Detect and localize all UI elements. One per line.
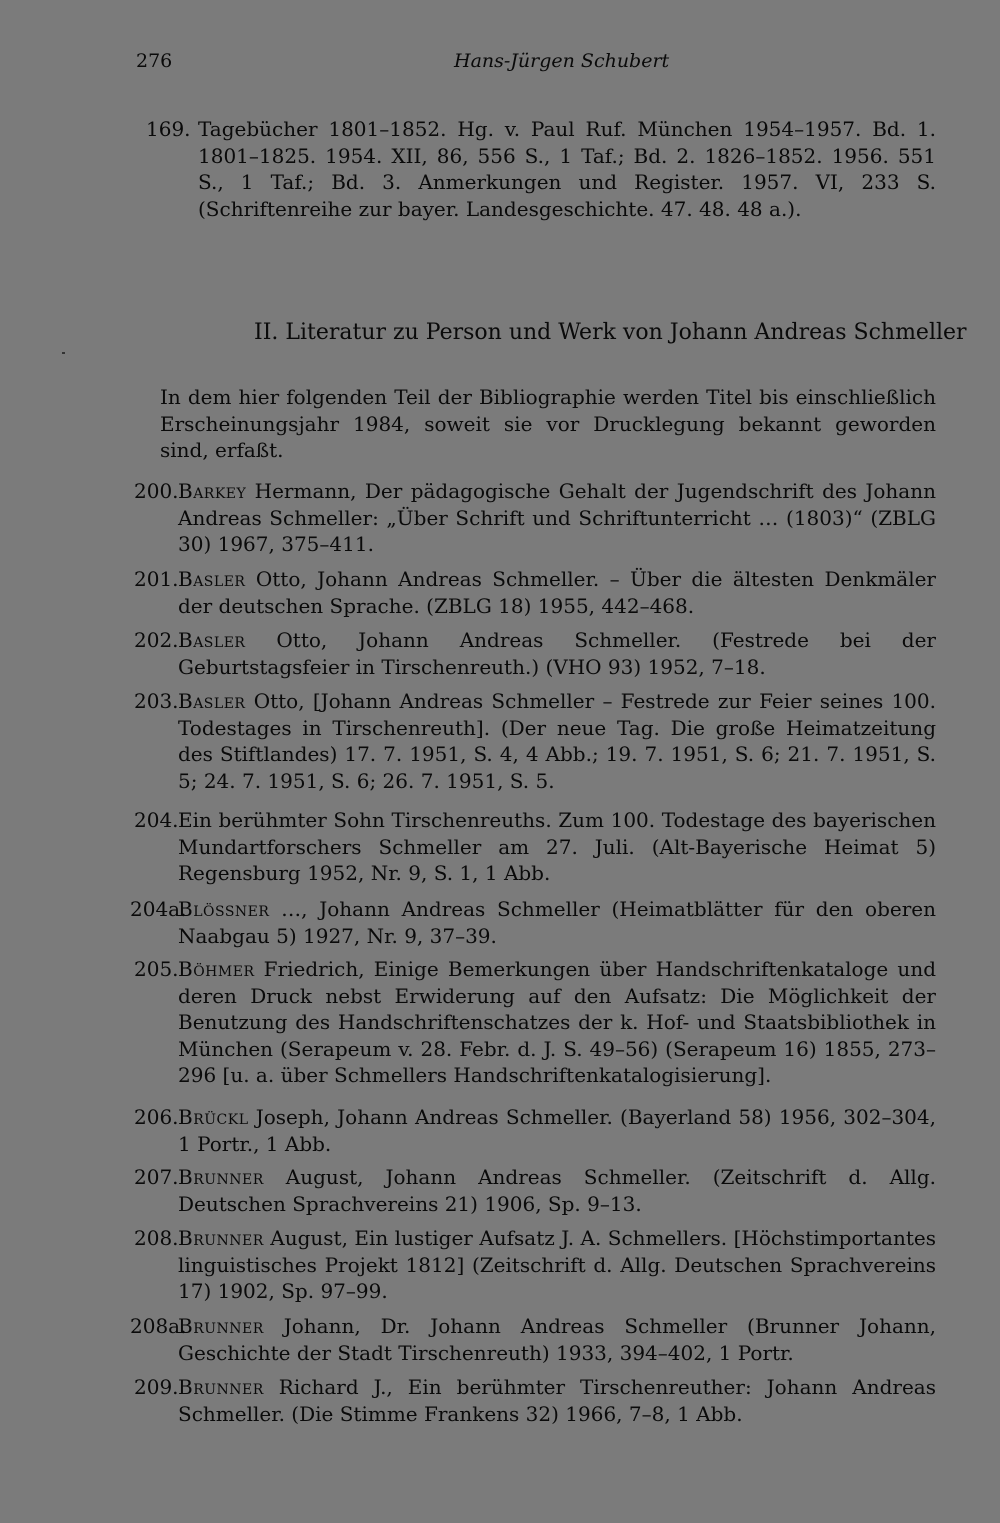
entry-number: 200. [134,479,179,503]
entry-text [178,896,936,949]
entry-number: 202. [134,628,179,652]
page-header [136,50,936,80]
entry-citation: Hermann, Der pädagogische Gehalt der Jugendschrift des Johann Andreas Schmeller: „Über Schrift und Schriftunterricht … (1803)“ (ZBLG 30) 1967, 375–411. [178,479,936,556]
entry-author: Basler [178,567,246,591]
entry-text [178,1225,936,1305]
entry-author: Blössner [178,897,270,921]
entry-author: Barkey [178,479,247,503]
entry-number: 207. [134,1165,179,1189]
entry-author: Brunner [178,1165,264,1189]
entry-text [178,478,936,558]
entry-number: 204a. [130,897,187,921]
entry-author: Brunner [178,1226,264,1250]
entry-author: Böhmer [178,957,255,981]
entry-author: Brückl [178,1105,249,1129]
entry-citation: August, Johann Andreas Schmeller. (Zeitschrift d. Allg. Deutschen Sprachvereins 21) 1906, Sp. 9–13. [178,1165,936,1216]
entry-number: 201. [134,567,179,591]
page-number: 276 [136,50,173,72]
entry-text [178,1164,936,1217]
entry-citation: Otto, [Johann Andreas Schmeller – Festrede zur Feier seines 100. Todestages in Tirschenreuth]. (Der neue Tag. Die große Heimatzeitung des Stiftlandes) 17. 7. 1951, S. 4, 4 Abb.; 19. 7. 1951, S. 6; 21. 7. 1951, S. 5; 24. 7. 1951, S. 6; 26. 7. 1951, S. 5. [178,689,936,793]
entry-citation: Otto, Johann Andreas Schmeller. (Festrede bei der Geburtstagsfeier in Tirschenreuth.) (VHO 93) 1952, 7–18. [178,628,936,679]
entry-citation: Ein berühmter Sohn Tirschenreuths. Zum 100. Todestage des bayerischen Mundartforschers Schmeller am 27. Juli. (Alt-Bayerische Heimat 5) Regensburg 1952, Nr. 9, S. 1, 1 Abb. [178,808,936,885]
stray-mark [62,352,65,354]
entry-text [178,1374,936,1427]
entry-number: 209. [134,1375,179,1399]
entry-number: 206. [134,1105,179,1129]
entry-number: 203. [134,689,179,713]
entry-text [178,1313,936,1366]
entry-citation: Otto, Johann Andreas Schmeller. – Über die ältesten Denkmäler der deutschen Sprache. (ZBLG 18) 1955, 442–468. [178,567,936,618]
entry-text [198,116,936,222]
entry-number: 205. [134,957,179,981]
entry-citation: Joseph, Johann Andreas Schmeller. (Bayerland 58) 1956, 302–304, 1 Portr., 1 Abb. [178,1105,936,1156]
entry-author: Basler [178,628,246,652]
section-heading: II. Literatur zu Person und Werk von Johann Andreas Schmeller [254,320,967,345]
entry-citation: Richard J., Ein berühmter Tirschenreuther: Johann Andreas Schmeller. (Die Stimme Frankens 32) 1966, 7–8, 1 Abb. [178,1375,936,1426]
entry-citation: Tagebücher 1801–1852. Hg. v. Paul Ruf. München 1954–1957. Bd. 1. 1801–1825. 1954. XII, 86, 556 S., 1 Taf.; Bd. 2. 1826–1852. 1956. 551 S., 1 Taf.; Bd. 3. Anmerkungen und Register. 1957. VI, 233 S. (Schriftenreihe zur bayer. Landesgeschichte. 47. 48. 48 a.). [198,117,936,221]
entry-text [178,1104,936,1157]
entry-citation: Friedrich, Einige Bemerkungen über Handschriftenkataloge und deren Druck nebst Erwiderung auf den Aufsatz: Die Möglichkeit der Benutzung des Handschriftenschatzes der k. Hof- und Staatsbibliothek in München (Serapeum v. 28. Febr. d. J. S. 49–56) (Serapeum 16) 1855, 273–296 [u. a. über Schmellers Handschriftenkatalogisierung]. [178,957,936,1087]
entry-citation: Johann, Dr. Johann Andreas Schmeller (Brunner Johann, Geschichte der Stadt Tirschenreuth) 1933, 394–402, 1 Portr. [178,1314,936,1365]
entry-text [178,627,936,680]
section-intro: In dem hier folgenden Teil der Bibliographie werden Titel bis einschließlich Erscheinungsjahr 1984, soweit sie vor Drucklegung bekannt geworden sind, erfaßt. [160,385,936,462]
entry-citation: August, Ein lustiger Aufsatz J. A. Schmellers. [Höchstimportantes linguistisches Projekt 1812] (Zeitschrift d. Allg. Deutschen Sprachvereins 17) 1902, Sp. 97–99. [178,1226,936,1303]
entry-text [178,956,936,1089]
entry-citation: …, Johann Andreas Schmeller (Heimatblätter für den oberen Naabgau 5) 1927, Nr. 9, 37–39. [178,897,936,948]
entry-author: Basler [178,689,246,713]
entry-text [178,566,936,619]
entry-author: Brunner [178,1375,264,1399]
entry-number: 208a. [130,1314,187,1338]
entry-author: Brunner [178,1314,264,1338]
running-head: Hans-Jürgen Schubert [454,50,670,72]
entry-number: 169. [146,117,191,141]
entry-number: 208. [134,1226,179,1250]
entry-text [178,688,936,794]
entry-text [178,807,936,887]
entry-number: 204. [134,808,179,832]
